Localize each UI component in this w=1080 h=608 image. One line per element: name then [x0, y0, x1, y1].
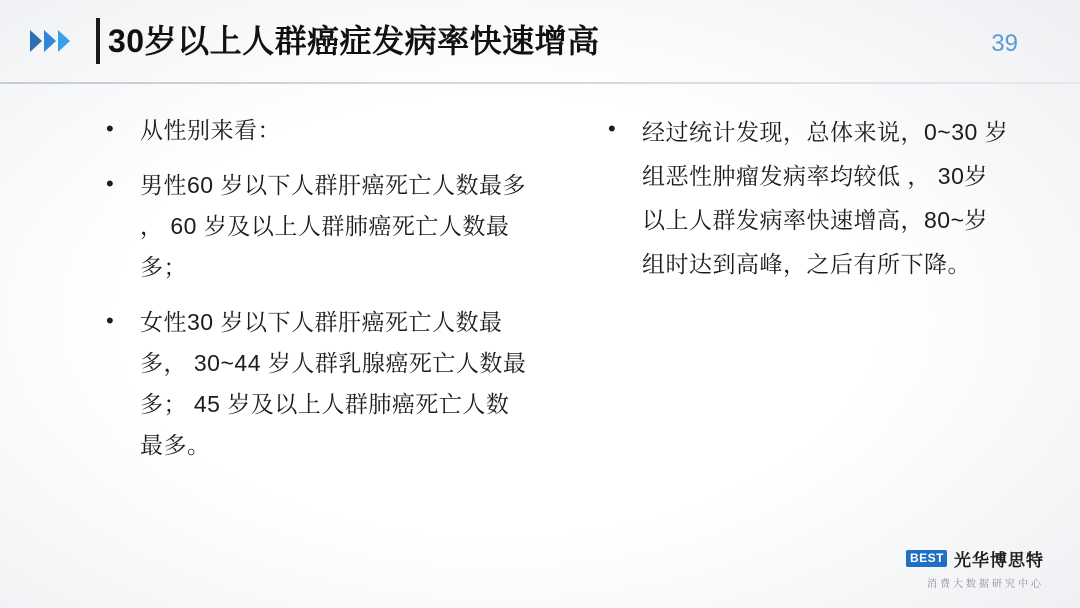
slide-content	[0, 110, 1080, 530]
left-column	[0, 110, 540, 530]
list-item: • 从性别来看：	[100, 110, 530, 151]
best-logo-icon	[906, 550, 947, 567]
logo-name: 光华博思特	[954, 551, 1044, 570]
chevron-right-icon	[30, 26, 92, 56]
right-column	[540, 110, 1080, 530]
footer-logo	[824, 546, 1044, 590]
logo-subtitle: 消费大数据研究中心	[927, 579, 1044, 590]
title-accent-bar	[96, 18, 100, 64]
page-number: 39	[991, 30, 1018, 57]
list-item: • 男性60 岁以下人群肝癌死亡人数最多 ， 60 岁及以上人群肺癌死亡人数最多；	[100, 165, 530, 288]
logo-badge-label: BEST	[906, 550, 947, 567]
list-item: • 女性30 岁以下人群肝癌死亡人数最多， 30~44 岁人群乳腺癌死亡人数最多； 45 岁及以上人群肺癌死亡人数最多。	[100, 302, 530, 466]
slide-header	[0, 0, 1080, 84]
header-divider	[0, 82, 1080, 84]
page-title: 30岁以上人群癌症发病率快速增高	[108, 23, 600, 59]
list-item: • 经过统计发现，总体来说，0~30 岁组恶性肿瘤发病率均较低 ， 30岁以上人群发病率快速增高，80~岁组时达到高峰，之后有所下降。	[602, 110, 1010, 286]
